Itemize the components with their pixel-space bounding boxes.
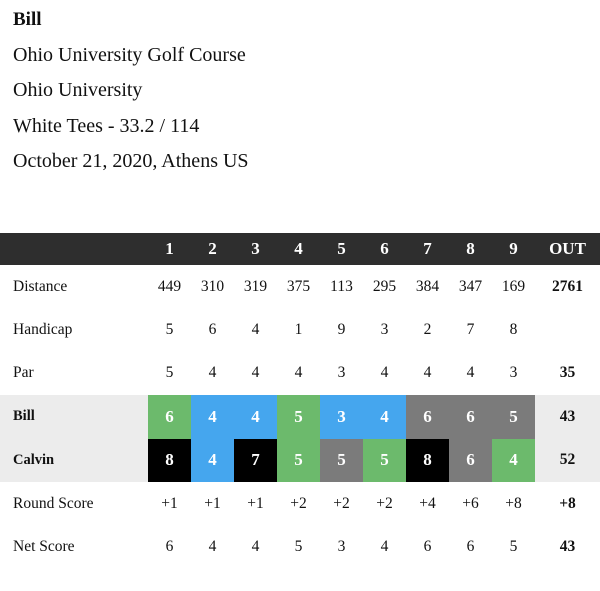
value-cell: 310 — [200, 277, 225, 295]
row-label: Distance — [13, 277, 68, 295]
value-cell: +1 — [247, 494, 264, 512]
score-cell: 6 — [406, 395, 449, 438]
row-label: Calvin — [13, 451, 55, 468]
hole-number: 4 — [277, 233, 320, 265]
value-cell: 5 — [509, 538, 518, 556]
row-total: 2761 — [552, 277, 583, 295]
value-cell: +8 — [505, 494, 522, 512]
value-cell: 8 — [509, 321, 518, 339]
score-cell: 4 — [234, 395, 277, 438]
row-label: Handicap — [13, 321, 73, 339]
value-cell: +1 — [204, 494, 221, 512]
score-cell: 4 — [492, 439, 535, 482]
row-total: 43 — [559, 538, 576, 556]
value-cell: 9 — [337, 321, 346, 339]
row-label: Bill — [13, 408, 35, 425]
round-info — [13, 0, 249, 180]
score-cell: 8 — [148, 439, 191, 482]
value-cell: 7 — [466, 321, 475, 339]
value-cell: 4 — [380, 538, 389, 556]
score-cell: 6 — [148, 395, 191, 438]
value-cell: 6 — [423, 538, 432, 556]
value-cell: +2 — [290, 494, 307, 512]
row-label: Round Score — [13, 494, 94, 512]
row-total: +8 — [559, 494, 576, 512]
player-row-bill — [0, 395, 600, 438]
value-cell: 4 — [251, 538, 260, 556]
value-cell: 3 — [509, 364, 518, 382]
value-cell: 3 — [337, 538, 346, 556]
score-cell: 6 — [449, 395, 492, 438]
value-cell: 375 — [286, 277, 311, 295]
value-cell: +6 — [462, 494, 479, 512]
value-cell: +2 — [376, 494, 393, 512]
club-name: Ohio University — [13, 79, 143, 101]
header-blank — [0, 233, 148, 265]
score-cell: 5 — [363, 439, 406, 482]
score-cell: 5 — [320, 439, 363, 482]
hole-number: 5 — [320, 233, 363, 265]
value-cell: 347 — [458, 277, 483, 295]
value-cell: 169 — [501, 277, 526, 295]
score-cell: 4 — [191, 439, 234, 482]
value-cell: +1 — [161, 494, 178, 512]
hole-number: 1 — [148, 233, 191, 265]
value-cell: 4 — [294, 364, 303, 382]
row-label: Par — [13, 364, 34, 382]
out-total-header: OUT — [535, 233, 600, 265]
row-label: Net Score — [13, 538, 75, 556]
par-row — [0, 352, 600, 395]
score-cell: 6 — [449, 439, 492, 482]
distance-row — [0, 265, 600, 308]
date-location: October 21, 2020, Athens US — [13, 150, 249, 172]
handicap-row — [0, 308, 600, 351]
value-cell: 4 — [208, 364, 217, 382]
scorecard-header-row — [0, 233, 600, 265]
value-cell: 6 — [208, 321, 217, 339]
value-cell: 384 — [415, 277, 440, 295]
value-cell: 5 — [165, 364, 174, 382]
hole-number: 7 — [406, 233, 449, 265]
score-cell: 4 — [363, 395, 406, 438]
value-cell: 4 — [208, 538, 217, 556]
net-score-row — [0, 525, 600, 568]
value-cell: 3 — [337, 364, 346, 382]
score-cell: 5 — [277, 395, 320, 438]
hole-number: 8 — [449, 233, 492, 265]
player-name: Bill — [13, 9, 42, 30]
row-total: 35 — [559, 364, 576, 382]
value-cell: 2 — [423, 321, 432, 339]
value-cell: 5 — [294, 538, 303, 556]
score-cell: 5 — [492, 395, 535, 438]
value-cell: 319 — [243, 277, 268, 295]
row-total: 43 — [559, 407, 576, 425]
value-cell: +2 — [333, 494, 350, 512]
scorecard-table — [0, 233, 600, 569]
score-cell: 4 — [191, 395, 234, 438]
value-cell: +4 — [419, 494, 436, 512]
hole-number: 9 — [492, 233, 535, 265]
hole-number: 6 — [363, 233, 406, 265]
value-cell: 6 — [466, 538, 475, 556]
course-name: Ohio University Golf Course — [13, 43, 246, 66]
value-cell: 4 — [423, 364, 432, 382]
value-cell: 4 — [251, 321, 260, 339]
value-cell: 449 — [157, 277, 182, 295]
row-total: 52 — [559, 451, 576, 469]
score-cell: 3 — [320, 395, 363, 438]
round-score-row — [0, 482, 600, 525]
score-cell: 7 — [234, 439, 277, 482]
tee-rating: White Tees - 33.2 / 114 — [13, 114, 200, 137]
value-cell: 4 — [466, 364, 475, 382]
value-cell: 4 — [380, 364, 389, 382]
hole-number: 3 — [234, 233, 277, 265]
value-cell: 3 — [380, 321, 389, 339]
value-cell: 295 — [372, 277, 397, 295]
hole-number: 2 — [191, 233, 234, 265]
value-cell: 5 — [165, 321, 174, 339]
value-cell: 113 — [330, 277, 353, 295]
value-cell: 6 — [165, 538, 174, 556]
value-cell: 4 — [251, 364, 260, 382]
value-cell: 1 — [294, 321, 303, 339]
player-row-calvin — [0, 439, 600, 482]
row-total — [535, 308, 600, 351]
score-cell: 8 — [406, 439, 449, 482]
score-cell: 5 — [277, 439, 320, 482]
